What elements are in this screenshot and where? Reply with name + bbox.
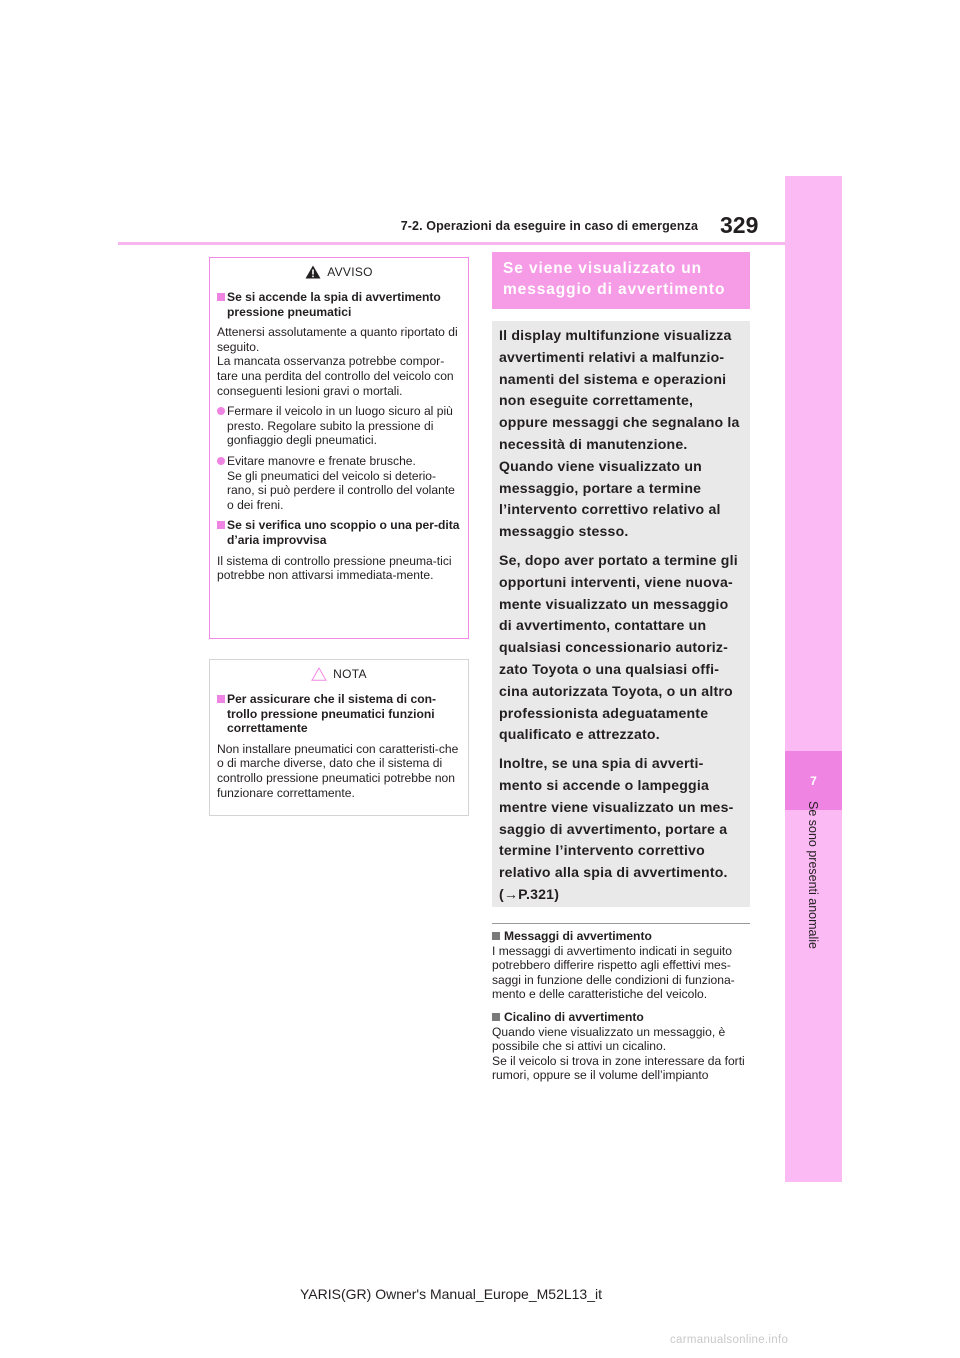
divider — [492, 923, 750, 924]
caution-triangle-icon — [311, 667, 327, 681]
note-text: Non installare pneumatici con caratteristi-che o di marche diverse, dato che il sistema di controllo pressione pneumatici potrebbe non funzionare correttamente. — [217, 741, 459, 800]
header-rule — [118, 242, 785, 245]
warning-section-text: Il sistema di controllo pressione pneuma-tici potrebbe non attivarsi immediata-mente. — [217, 553, 452, 583]
note-item-heading: Cicalino di avvertimento — [492, 1010, 750, 1025]
warning-bullet: Fermare il veicolo in un luogo sicuro al più presto. Regolare subito la pressione di gonfiaggio degli pneumatici. — [217, 404, 462, 448]
warning-section-text: Attenersi assolutamente a quanto riportato di seguito. La mancata osservanza potrebbe compor-tare una perdita del controllo del veicolo con conseguenti lesioni gravi o mortali. — [217, 325, 458, 398]
warning-section-heading: Se si verifica uno scoppio o una per-dita d’aria improvvisa — [217, 518, 462, 547]
note-box-header — [210, 660, 468, 687]
circle-bullet-icon — [217, 407, 225, 415]
chapter-number: 7 — [810, 773, 817, 788]
warning-box-header — [210, 258, 468, 285]
note-box-title: NOTA — [333, 666, 367, 681]
note-item-text: I messaggi di avvertimento indicati in seguito potrebbero differire rispetto agli effettivi mes-saggi in funzione delle condizioni di funziona-mento e delle caratteristiche del veicolo. — [492, 943, 735, 1002]
warning-box-body — [217, 290, 462, 589]
square-bullet-icon — [217, 695, 225, 703]
info-paragraph: Inoltre, se una spia di avverti-mento si accende o lampeggia mentre viene visualizzato un mes-saggio di avvertimento, portare a termine l’intervento correttivo relativo alla spia di avvertimento. — [499, 755, 734, 881]
info-text — [499, 325, 744, 913]
square-bullet-icon — [217, 521, 225, 529]
square-bullet-icon — [492, 1013, 500, 1021]
topic-title: Se viene visualizzato un messaggio di avvertimento — [492, 252, 750, 309]
warning-bullet: Evitare manovre e frenate brusche. Se gli pneumatici del veicolo si deterio-rano, si può perdere il controllo del volante o dei freni. — [217, 454, 462, 512]
note-box-body — [217, 692, 462, 806]
watermark[interactable]: carmanualsonline.info — [670, 1334, 789, 1346]
warning-box — [209, 257, 469, 639]
warning-triangle-icon — [305, 265, 321, 279]
note-item — [492, 929, 750, 1002]
section-title: 7-2. Operazioni da eseguire in caso di emergenza — [400, 219, 698, 233]
notes-section — [492, 929, 750, 1091]
note-item-text: Quando viene visualizzato un messaggio, è possibile che si attivi un cicalino. Se il veicolo si trova in zone interessare da forti rumori, oppure se il volume dell’impianto — [492, 1024, 745, 1083]
warning-box-title: AVVISO — [327, 264, 373, 279]
note-item — [492, 1010, 750, 1083]
footer-text: YARIS(GR) Owner's Manual_Europe_M52L13_it — [300, 1286, 602, 1302]
circle-bullet-icon — [217, 457, 225, 465]
square-bullet-icon — [217, 293, 225, 301]
note-item-heading: Messaggi di avvertimento — [492, 929, 750, 944]
note-heading: Per assicurare che il sistema di con-trollo pressione pneumatici funzioni correttamente — [217, 692, 462, 736]
chapter-side-tab — [785, 176, 842, 1182]
page-reference-link[interactable]: (→P.321) — [499, 885, 560, 902]
page-number: 329 — [720, 212, 759, 238]
chapter-label: Se sono presenti anomalie — [806, 800, 820, 950]
info-paragraph: Il display multifunzione visualizza avvertimenti relativi a malfunzio-namenti del sistema e operazioni non eseguite correttamente, oppure messaggi che segnalano la necessità di manutenzione. Quando viene visualizzato un messaggio, portare a termine l’intervento correttivo relativo al messaggio stesso. — [499, 327, 740, 540]
note-box — [209, 659, 469, 816]
info-paragraph: Se, dopo aver portato a termine gli opportuni interventi, viene nuova-mente visualizzato un messaggio di avvertimento, contattare un qualsiasi concessionario autoriz-zato Toyota o una qualsiasi offi-cina autorizzata Toyota, o un altro professionista adeguatamente qualificato e attrezzato. — [499, 551, 738, 743]
square-bullet-icon — [492, 932, 500, 940]
warning-section-heading: Se si accende la spia di avvertimento pressione pneumatici — [217, 290, 462, 319]
